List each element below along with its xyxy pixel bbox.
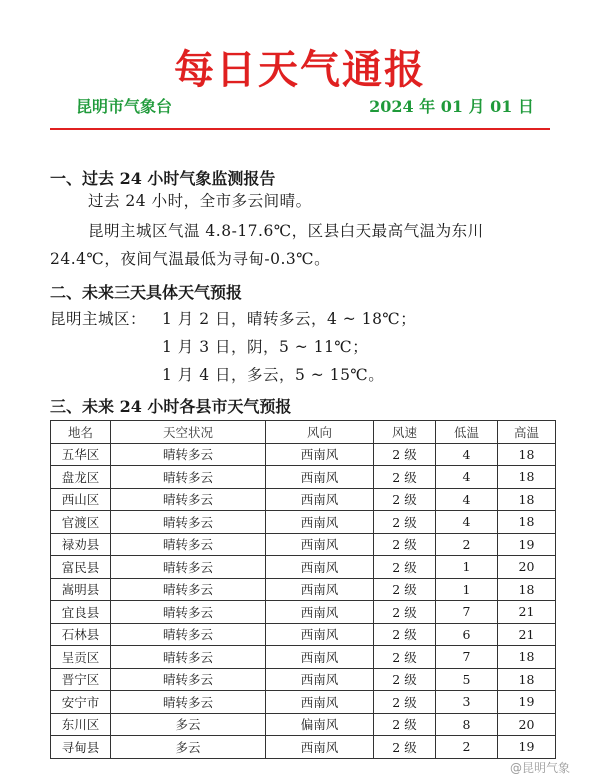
- cell-high-temp: 18: [498, 488, 556, 511]
- cell-location: 五华区: [51, 443, 111, 466]
- table-row: [51, 511, 556, 534]
- cell-low-temp: 3: [436, 691, 498, 714]
- table-row: [51, 533, 556, 556]
- col-header-high-temp: 高温: [498, 421, 556, 444]
- cell-high-temp: 21: [498, 601, 556, 624]
- table-row: [51, 443, 556, 466]
- col-header-location: 地名: [51, 421, 111, 444]
- section1-heading: 一、过去 24 小时气象监测报告: [50, 169, 276, 188]
- cell-low-temp: 4: [436, 511, 498, 534]
- col-header-sky: 天空状况: [111, 421, 266, 444]
- cell-low-temp: 7: [436, 646, 498, 669]
- forecast-city-prefix: 昆明主城区：: [50, 310, 147, 328]
- cell-high-temp: 20: [498, 713, 556, 736]
- page-title: 每日天气通报: [174, 46, 426, 93]
- cell-low-temp: 4: [436, 488, 498, 511]
- cell-sky: 晴转多云: [111, 668, 266, 691]
- cell-sky: 多云: [111, 736, 266, 759]
- issue-date: 2024 年 01 月 01 日: [369, 97, 534, 116]
- county-forecast-table: [50, 420, 556, 759]
- table-row: [51, 601, 556, 624]
- table-row: [51, 713, 556, 736]
- col-header-low-temp: 低温: [436, 421, 498, 444]
- cell-low-temp: 2: [436, 736, 498, 759]
- cell-wind-direction: 西南风: [266, 556, 374, 579]
- cell-wind-direction: 西南风: [266, 668, 374, 691]
- cell-wind-speed: 2 级: [374, 713, 436, 736]
- cell-low-temp: 5: [436, 668, 498, 691]
- cell-high-temp: 19: [498, 736, 556, 759]
- section3-heading: 三、未来 24 小时各县市天气预报: [50, 397, 292, 416]
- cell-wind-speed: 2 级: [374, 623, 436, 646]
- cell-high-temp: 18: [498, 511, 556, 534]
- table-row: [51, 736, 556, 759]
- forecast-day-2: 1 月 3 日，阴，5 ~ 11℃；: [162, 338, 369, 356]
- cell-low-temp: 1: [436, 578, 498, 601]
- cell-low-temp: 4: [436, 466, 498, 489]
- cell-sky: 晴转多云: [111, 466, 266, 489]
- issuing-agency: 昆明市气象台: [76, 97, 173, 116]
- cell-sky: 多云: [111, 713, 266, 736]
- cell-low-temp: 4: [436, 443, 498, 466]
- cell-high-temp: 18: [498, 443, 556, 466]
- table-row: [51, 646, 556, 669]
- cell-wind-speed: 2 级: [374, 488, 436, 511]
- cell-wind-speed: 2 级: [374, 646, 436, 669]
- cell-wind-direction: 西南风: [266, 736, 374, 759]
- cell-location: 东川区: [51, 713, 111, 736]
- table-row: [51, 466, 556, 489]
- cell-location: 西山区: [51, 488, 111, 511]
- cell-location: 嵩明县: [51, 578, 111, 601]
- cell-wind-speed: 2 级: [374, 601, 436, 624]
- cell-high-temp: 18: [498, 466, 556, 489]
- cell-low-temp: 6: [436, 623, 498, 646]
- cell-location: 富民县: [51, 556, 111, 579]
- cell-wind-direction: 西南风: [266, 511, 374, 534]
- cell-wind-speed: 2 级: [374, 668, 436, 691]
- cell-location: 官渡区: [51, 511, 111, 534]
- cell-wind-speed: 2 级: [374, 691, 436, 714]
- cell-wind-direction: 偏南风: [266, 713, 374, 736]
- cell-location: 盘龙区: [51, 466, 111, 489]
- cell-sky: 晴转多云: [111, 511, 266, 534]
- cell-sky: 晴转多云: [111, 601, 266, 624]
- cell-wind-direction: 西南风: [266, 646, 374, 669]
- table-row: [51, 623, 556, 646]
- cell-location: 安宁市: [51, 691, 111, 714]
- cell-high-temp: 21: [498, 623, 556, 646]
- table-row: [51, 691, 556, 714]
- cell-high-temp: 18: [498, 668, 556, 691]
- table-row: [51, 578, 556, 601]
- cell-wind-speed: 2 级: [374, 556, 436, 579]
- cell-low-temp: 2: [436, 533, 498, 556]
- cell-wind-speed: 2 级: [374, 511, 436, 534]
- table-row: [51, 488, 556, 511]
- cell-location: 禄劝县: [51, 533, 111, 556]
- cell-high-temp: 20: [498, 556, 556, 579]
- cell-sky: 晴转多云: [111, 533, 266, 556]
- cell-wind-speed: 2 级: [374, 736, 436, 759]
- cell-low-temp: 7: [436, 601, 498, 624]
- cell-high-temp: 18: [498, 578, 556, 601]
- cell-wind-direction: 西南风: [266, 533, 374, 556]
- header-divider: [50, 128, 550, 130]
- section1-temperature-line1: 昆明主城区气温 4.8-17.6℃，区县白天最高气温为东川: [88, 222, 484, 240]
- forecast-day-1: 1 月 2 日，晴转多云，4 ~ 18℃；: [162, 310, 417, 328]
- cell-wind-direction: 西南风: [266, 578, 374, 601]
- cell-wind-speed: 2 级: [374, 578, 436, 601]
- cell-sky: 晴转多云: [111, 443, 266, 466]
- cell-wind-direction: 西南风: [266, 601, 374, 624]
- section1-summary: 过去 24 小时，全市多云间晴。: [88, 192, 312, 210]
- cell-sky: 晴转多云: [111, 646, 266, 669]
- cell-wind-speed: 2 级: [374, 443, 436, 466]
- cell-sky: 晴转多云: [111, 691, 266, 714]
- cell-wind-speed: 2 级: [374, 466, 436, 489]
- cell-location: 宜良县: [51, 601, 111, 624]
- cell-low-temp: 1: [436, 556, 498, 579]
- forecast-day-3: 1 月 4 日，多云，5 ~ 15℃。: [162, 366, 385, 384]
- cell-sky: 晴转多云: [111, 578, 266, 601]
- cell-location: 寻甸县: [51, 736, 111, 759]
- table-row: [51, 668, 556, 691]
- cell-location: 呈贡区: [51, 646, 111, 669]
- cell-sky: 晴转多云: [111, 623, 266, 646]
- watermark: @昆明气象: [509, 761, 570, 775]
- cell-wind-direction: 西南风: [266, 443, 374, 466]
- table-header-row: [51, 421, 556, 444]
- section1-temperature-line2: 24.4℃，夜间气温最低为寻甸-0.3℃。: [50, 250, 331, 268]
- cell-low-temp: 8: [436, 713, 498, 736]
- cell-high-temp: 18: [498, 646, 556, 669]
- col-header-wind-speed: 风速: [374, 421, 436, 444]
- section2-heading: 二、未来三天具体天气预报: [50, 283, 243, 302]
- cell-wind-direction: 西南风: [266, 623, 374, 646]
- cell-wind-direction: 西南风: [266, 488, 374, 511]
- cell-sky: 晴转多云: [111, 556, 266, 579]
- cell-wind-direction: 西南风: [266, 466, 374, 489]
- table-row: [51, 556, 556, 579]
- cell-location: 晋宁区: [51, 668, 111, 691]
- cell-location: 石林县: [51, 623, 111, 646]
- cell-wind-direction: 西南风: [266, 691, 374, 714]
- cell-sky: 晴转多云: [111, 488, 266, 511]
- cell-wind-speed: 2 级: [374, 533, 436, 556]
- cell-high-temp: 19: [498, 533, 556, 556]
- col-header-wind-direction: 风向: [266, 421, 374, 444]
- cell-high-temp: 19: [498, 691, 556, 714]
